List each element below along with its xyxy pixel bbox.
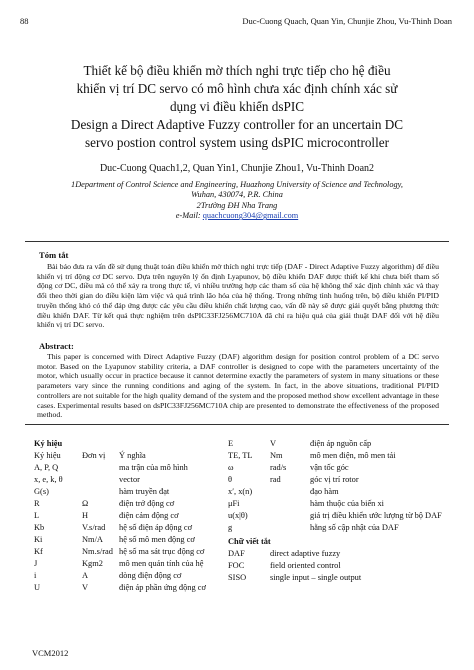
notation-row: g hằng số cập nhật của DAF <box>228 523 399 532</box>
notation-row: μFi hàm thuộc của biến xi <box>228 499 384 508</box>
notation-row: ω rad/s vận tốc góc <box>228 463 349 472</box>
email-line: e-Mail: quachcuong304@gmail.com <box>175 211 299 221</box>
notation-row: x′, x(n) đạo hàm <box>228 487 339 496</box>
abbr-heading: Chữ viết tắt <box>228 537 271 546</box>
notation-row: TE, TL Nm mô men điện, mô men tải <box>228 451 396 460</box>
notation-row: E V điện áp nguồn cấp <box>228 439 372 448</box>
notation-row: Kb V.s/rad hệ số điện áp động cơ <box>34 523 193 532</box>
notation-row: u(x|θ) giá trị điều khiển ước lượng từ bộ DAF <box>228 511 442 520</box>
notation-row: x, e, k, θ vector <box>34 475 140 484</box>
title-vietnamese: Thiết kế bộ điều khiển mờ thích nghi trực tiếp cho hệ điều khiển vị trí DC servo có mô hình chưa xác định chính xác sử dụng vi điều khiển dsPIC <box>76 63 398 114</box>
notation-col-headers: Ký hiệu Đơn vị Ý nghĩa <box>34 451 146 460</box>
abbreviation-row: SISO single input – single output <box>228 573 362 582</box>
abstract-box <box>25 241 449 425</box>
affiliations: 1Department of Control Science and Engineering, Huazhong University of Science and Technology, Wuhan, 430074, P.R. China 2Trường ĐH Nha Trang e-Mail: quachcuong304@gmail.com <box>40 180 434 222</box>
notation-row: L H điện cảm động cơ <box>34 511 179 520</box>
notation-row: G(s) hàm truyền đạt <box>34 487 170 496</box>
notation-row: θ rad góc vị trí rotor <box>228 475 359 484</box>
notation-right <box>228 438 448 584</box>
notation-row: i A dòng điện động cơ <box>34 571 182 580</box>
notation-left <box>34 438 234 594</box>
abstract-text: This paper is concerned with Direct Adaptive Fuzzy (DAF) algorithm design for position control problem of a DC servo motor. Based on the Lyapunov stability criteria, a DAF controller is designed to cope with the parameters uncertainty of the motor, which usually occur in practice because it cannot determine exactly the parameters of system in many situations or these parameters vary since the running conditions and aging of the system. In fact, in the above situations, traditional PI/PID controllers are not suitable for the high quality demand of the system and the proposed method show excellent advantage in these cases. Experimental results based on dsPIC33FJ256MC710A chip are presented to demonstrate the effectiveness of the proposed method. <box>37 352 439 420</box>
email-link[interactable]: quachcuong304@gmail.com <box>202 211 299 221</box>
abstract-heading: Abstract: <box>39 341 74 351</box>
page-number: 88 <box>20 16 29 26</box>
footer: VCM2012 <box>32 648 69 658</box>
notation-row: Kf Nm.s/rad hệ số ma sát trục động cơ <box>34 547 205 556</box>
notation-heading: Ký hiệu <box>34 439 63 448</box>
notation-row: U V điện áp phần ứng động cơ <box>34 583 206 592</box>
abbreviation-row: FOC field oriented control <box>228 561 341 570</box>
notation-row: Ki Nm/A hệ số mô men động cơ <box>34 535 195 544</box>
running-header <box>20 16 452 26</box>
tom-tat-heading: Tóm tắt <box>39 250 69 260</box>
notation-row: R Ω điện trở động cơ <box>34 499 175 508</box>
abbreviation-row: DAF direct adaptive fuzzy <box>228 549 341 558</box>
title-english: Design a Direct Adaptive Fuzzy controller for an uncertain DC servo postion control system using dsPIC microcontroller <box>70 117 404 150</box>
running-title: Duc-Cuong Quach, Quan Yin, Chunjie Zhou, Vu-Thinh Doan <box>242 16 452 26</box>
notation-row: J Kgm2 mô men quán tính của hệ <box>34 559 204 568</box>
authors: Duc-Cuong Quach1,2, Quan Yin1, Chunjie Zhou1, Vu-Thinh Doan2 <box>99 163 375 174</box>
tom-tat-text: Bài báo đưa ra vấn đề sử dụng thuật toán điều khiển mờ thích nghi trực tiếp (DAF - Direct Adaptive Fuzzy algorithm) để điều khiển vị trí động cơ DC servo. Dựa trên nguyên lý ổn định Lyapunov, bộ điều khiển DAF được thiết kế khi chưa biết tham số động cơ DC, điều mà có thể xảy ra trong thực tế, vì nhiều trường hợp các tham số của hệ không thể xác định chính xác và thay đổi theo thời gian do điều kiện làm việc và quá trình lão hóa của hệ thống. Trong những tình huống trên, bộ điều khiển PI/PID truyền thống khó có thể đáp ứng được các yêu cầu điều khiển chất lượng cao, vấn đề này sẽ được giải quyết bằng phương thức điều khiển DAF. Từ kết quả thực nghiệm trên dsPIC33FJ256MC710A đã chỉ ra hiệu quả của giải thuật DAF đối với hệ điều khiển vị trí DC servo. <box>37 262 439 330</box>
notation-row: A, P, Q ma trận của mô hình <box>34 463 188 472</box>
